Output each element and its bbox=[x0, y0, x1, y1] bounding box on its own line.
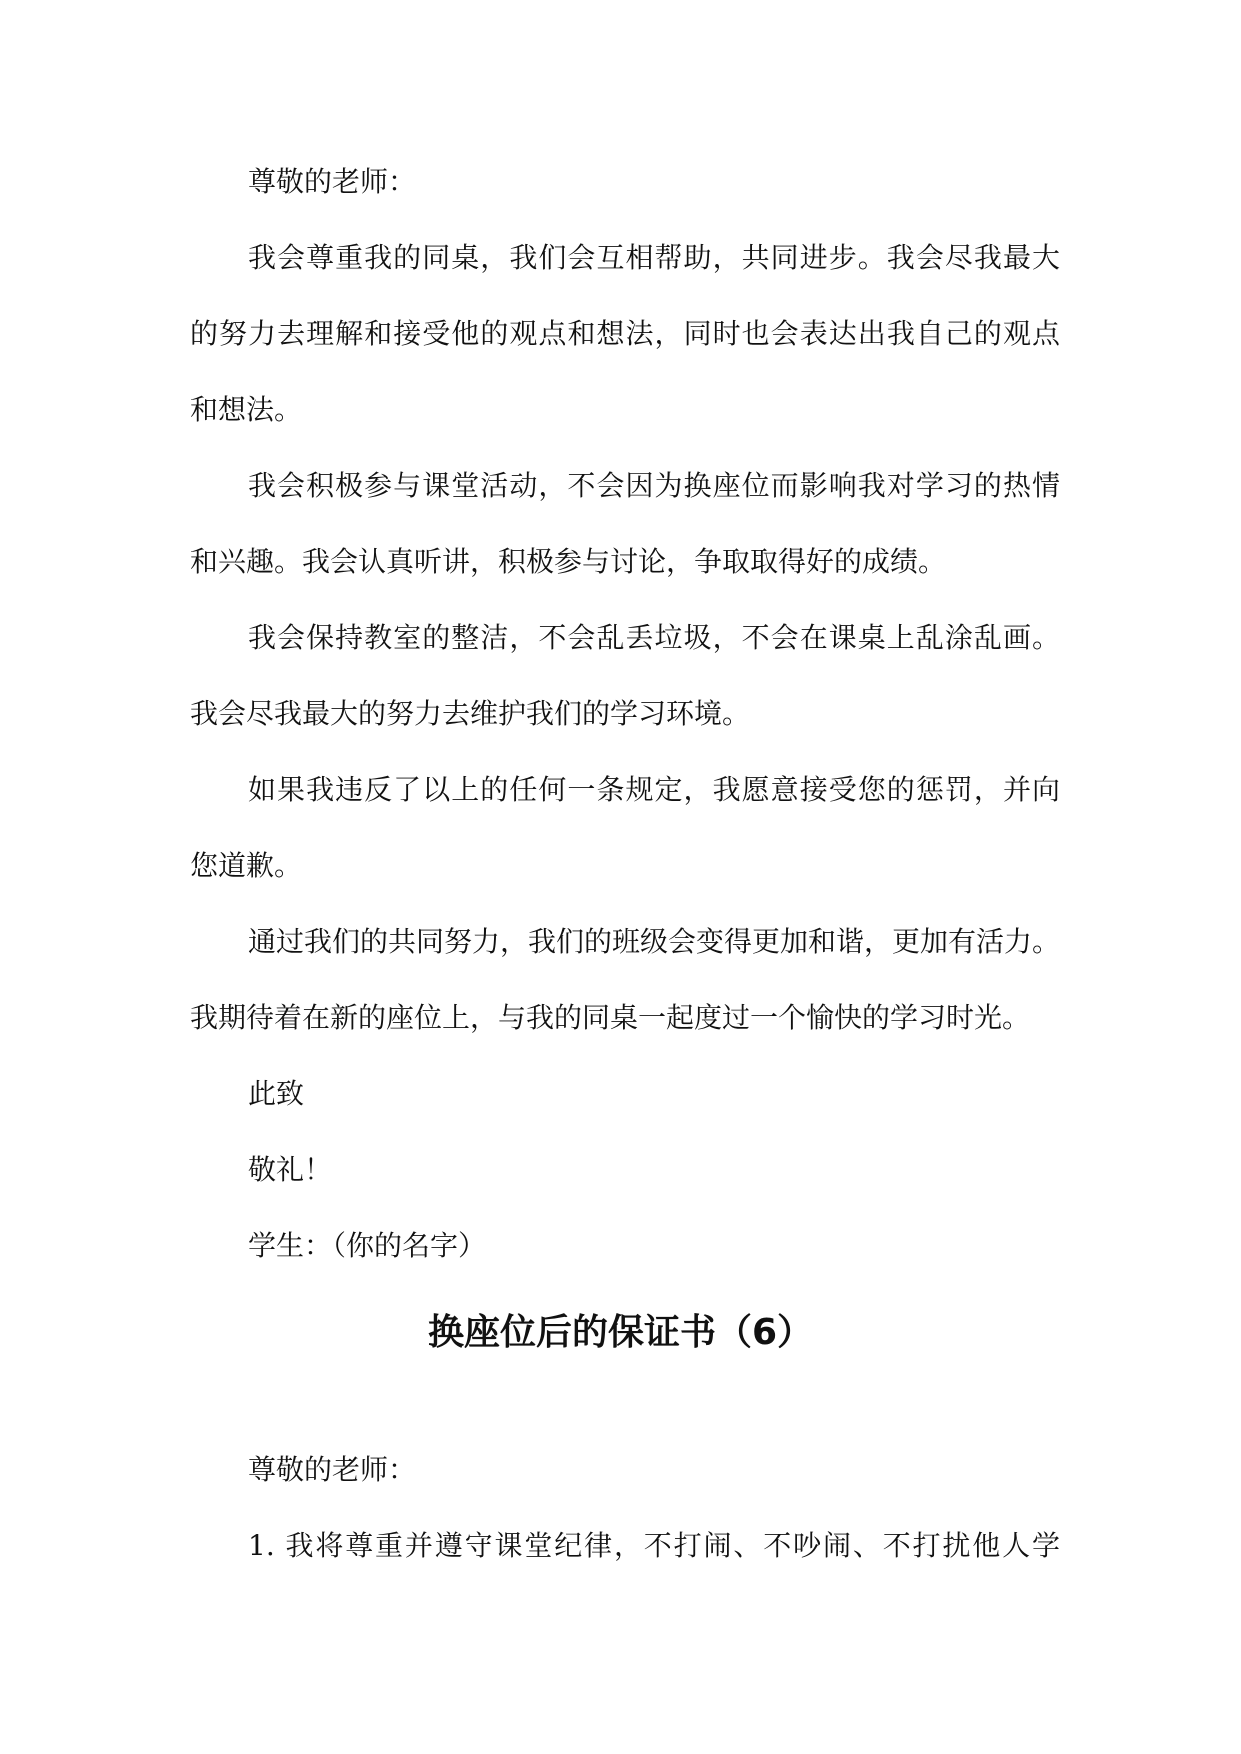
salutation: 尊敬的老师： bbox=[248, 165, 417, 198]
paragraph-2-line-1: 我会积极参与课堂活动，不会因为换座位而影响我对学习的热情 bbox=[248, 469, 1060, 502]
closing-line-1: 此致 bbox=[248, 1077, 305, 1110]
section-title: 换座位后的保证书（6） bbox=[427, 1312, 814, 1353]
section-item-1: 1. 我将尊重并遵守课堂纪律，不打闹、不吵闹、不打扰他人学 bbox=[248, 1529, 1060, 1562]
paragraph-3-line-2: 我会尽我最大的努力去维护我们的学习环境。 bbox=[190, 697, 751, 730]
paragraph-3-line-1: 我会保持教室的整洁，不会乱丢垃圾，不会在课桌上乱涂乱画。 bbox=[248, 621, 1060, 654]
paragraph-1-line-1: 我会尊重我的同桌，我们会互相帮助，共同进步。我会尽我最大 bbox=[248, 241, 1060, 274]
section-salutation: 尊敬的老师： bbox=[248, 1453, 417, 1486]
paragraph-5-line-2: 我期待着在新的座位上，与我的同桌一起度过一个愉快的学习时光。 bbox=[190, 1001, 1031, 1034]
paragraph-5-line-1: 通过我们的共同努力，我们的班级会变得更加和谐，更加有活力。 bbox=[248, 925, 1061, 958]
signature: 学生：（你的名字） bbox=[248, 1229, 487, 1262]
paragraph-1-line-2: 的努力去理解和接受他的观点和想法，同时也会表达出我自己的观点 bbox=[190, 317, 1060, 350]
paragraph-1-line-3: 和想法。 bbox=[190, 393, 303, 426]
paragraph-4-line-1: 如果我违反了以上的任何一条规定，我愿意接受您的惩罚，并向 bbox=[248, 773, 1060, 806]
paragraph-2-line-2: 和兴趣。我会认真听讲，积极参与讨论，争取取得好的成绩。 bbox=[190, 545, 947, 578]
paragraph-4-line-2: 您道歉。 bbox=[190, 849, 303, 882]
letter-body bbox=[190, 144, 1060, 1284]
closing-line-2: 敬礼！ bbox=[248, 1153, 333, 1186]
section-body bbox=[190, 1432, 1060, 1584]
